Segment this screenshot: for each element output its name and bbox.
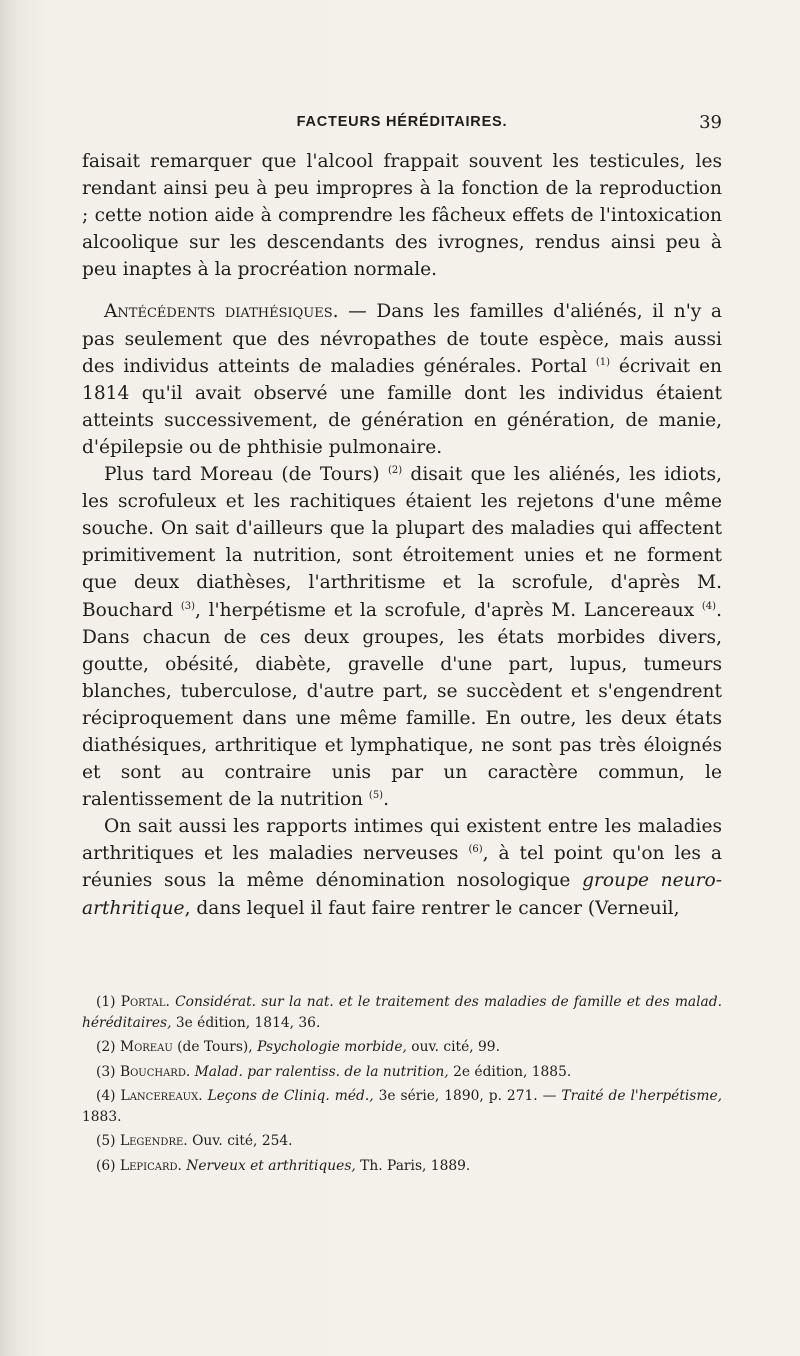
paragraph-moreau <box>82 461 722 813</box>
page-number: 39 <box>699 112 722 133</box>
footnote <box>82 1131 722 1152</box>
footnote-author: Portal <box>120 994 166 1010</box>
footnote-separator: (de Tours), <box>172 1039 258 1055</box>
footnote-details: Ouv. cité, 254. <box>192 1133 293 1149</box>
footnote <box>82 992 722 1033</box>
footnote <box>82 1037 722 1058</box>
text-run: . <box>383 789 390 811</box>
text-run: . Dans chacun de ces deux groupes, les états morbides divers, goutte, obésité, diabète, gravelle d'une part, lupus, tumeurs blanches, tuberculose, d'autre part, se succèdent et s'engendrent réciproquement dans une même famille. En outre, les deux états diathésiques, arthritique et lymphatique, ne sont pas très éloignés et sont au contraire unis par un caractère commun, le ralentissement de la nutrition <box>82 599 722 811</box>
page-header <box>82 114 722 138</box>
footnote-number: (3) <box>96 1063 116 1080</box>
footnote-separator: . <box>198 1088 208 1104</box>
footnote-number: (2) <box>96 1039 116 1055</box>
footnote-title: Malad. par ralentiss. de la nutrition, <box>194 1063 449 1080</box>
footnote-ref: (6) <box>468 844 483 856</box>
running-title: FACTEURS HÉRÉDITAIRES. <box>296 114 508 130</box>
footnote-title: Psychologie morbide, <box>257 1039 407 1055</box>
text-run: disait que les aliénés, les idiots, les scrofuleux et les rachitiques étaient les rejetons d'une même souche. On sait d'ailleurs que la plupart des maladies qui affectent primitivement la nutrition, sont étroitement unies et ne forment que deux diathèses, l'arthritisme et la scrofule, d'après M. Bouchard <box>82 464 722 621</box>
footnote-separator: . <box>185 1063 195 1080</box>
footnote-details: 2e édition, 1885. <box>448 1063 572 1080</box>
footnote-details: Th. Paris, 1889. <box>355 1157 471 1174</box>
footnote-details: 3e édition, 1814, 36. <box>171 1014 321 1031</box>
footnote-details: ouv. cité, 99. <box>406 1039 500 1055</box>
section-heading: Antécédents diathésiques. <box>104 301 339 323</box>
footnote-ref: (3) <box>180 600 195 612</box>
footnote-ref: (1) <box>595 356 611 368</box>
footnote-separator: . <box>165 994 176 1010</box>
footnote-details: 3e série, 1890, p. 271. — <box>373 1088 562 1104</box>
paragraph-rapports <box>82 813 722 921</box>
footnote-title: Leçons de Cliniq. méd., <box>207 1088 374 1104</box>
italic-term: groupe neuro-arthritique <box>82 870 722 919</box>
footnote-title: Nerveux et arthritiques, <box>186 1157 356 1174</box>
footnotes <box>82 992 722 1180</box>
text-run: — Dans les familles d'aliénés, il n'y a pas seulement que des névropathes de toute espèce, mais aussi des individus atteints de maladies générales. Portal <box>82 301 722 377</box>
paragraph-continued: faisait remarquer que l'alcool frappait souvent les testicules, les rendant ainsi peu à peu impropres à la fonction de la reproduction ; cette notion aide à comprendre les fâcheux effets de l'intoxication alcoolique sur les descendants des ivrognes, rendus ainsi peu à peu inaptes à la procréation normale. <box>82 151 722 281</box>
footnote-number: (4) <box>96 1088 116 1104</box>
footnote-separator: . <box>183 1133 193 1149</box>
footnote-separator: . <box>177 1157 187 1174</box>
text-run: On sait aussi les rapports intimes qui existent entre les maladies arthritiques et les maladies nerveuses <box>82 816 722 865</box>
footnote-author: Moreau <box>119 1039 173 1055</box>
footnote-author: Lancereaux <box>120 1088 199 1104</box>
text-run: , à tel point qu'on les a réunies sous la même dénomination nosologique <box>82 843 722 892</box>
footnote-author: Bouchard <box>119 1063 186 1080</box>
footnote <box>82 1086 722 1127</box>
text-run: Plus tard Moreau (de Tours) <box>104 464 388 486</box>
footnote-number: (1) <box>96 994 116 1010</box>
text-run: , dans lequel il faut faire rentrer le cancer (Verneuil, <box>184 897 680 919</box>
footnote-title: Considérat. sur la nat. et le traitement des maladies de famille et des malad. héréditaires, <box>82 994 722 1031</box>
footnote-number: (5) <box>96 1133 116 1149</box>
footnote-ref: (5) <box>368 789 384 801</box>
footnote <box>82 1062 722 1083</box>
footnote-number: (6) <box>96 1157 116 1174</box>
paragraph-diathesis <box>82 298 722 461</box>
footnote-author: Lepicard <box>119 1157 178 1174</box>
text-run: écrivait en 1814 qu'il avait observé une famille dont les individus étaient atteints successivement, de génération en génération, de manie, d'épilepsie ou de phthisie pulmonaire. <box>82 355 723 458</box>
text-run: , l'herpétisme et la scrofule, d'après M. Lancereaux <box>194 599 702 621</box>
body-text <box>82 148 722 922</box>
footnote-author: Legendre <box>119 1133 184 1149</box>
footnote-title-secondary: Traité de l'herpétisme, <box>561 1088 722 1104</box>
footnote-details-secondary: 1883. <box>82 1108 122 1125</box>
footnote <box>82 1156 722 1177</box>
footnote-ref: (4) <box>701 600 717 612</box>
footnote-ref: (2) <box>387 464 403 476</box>
